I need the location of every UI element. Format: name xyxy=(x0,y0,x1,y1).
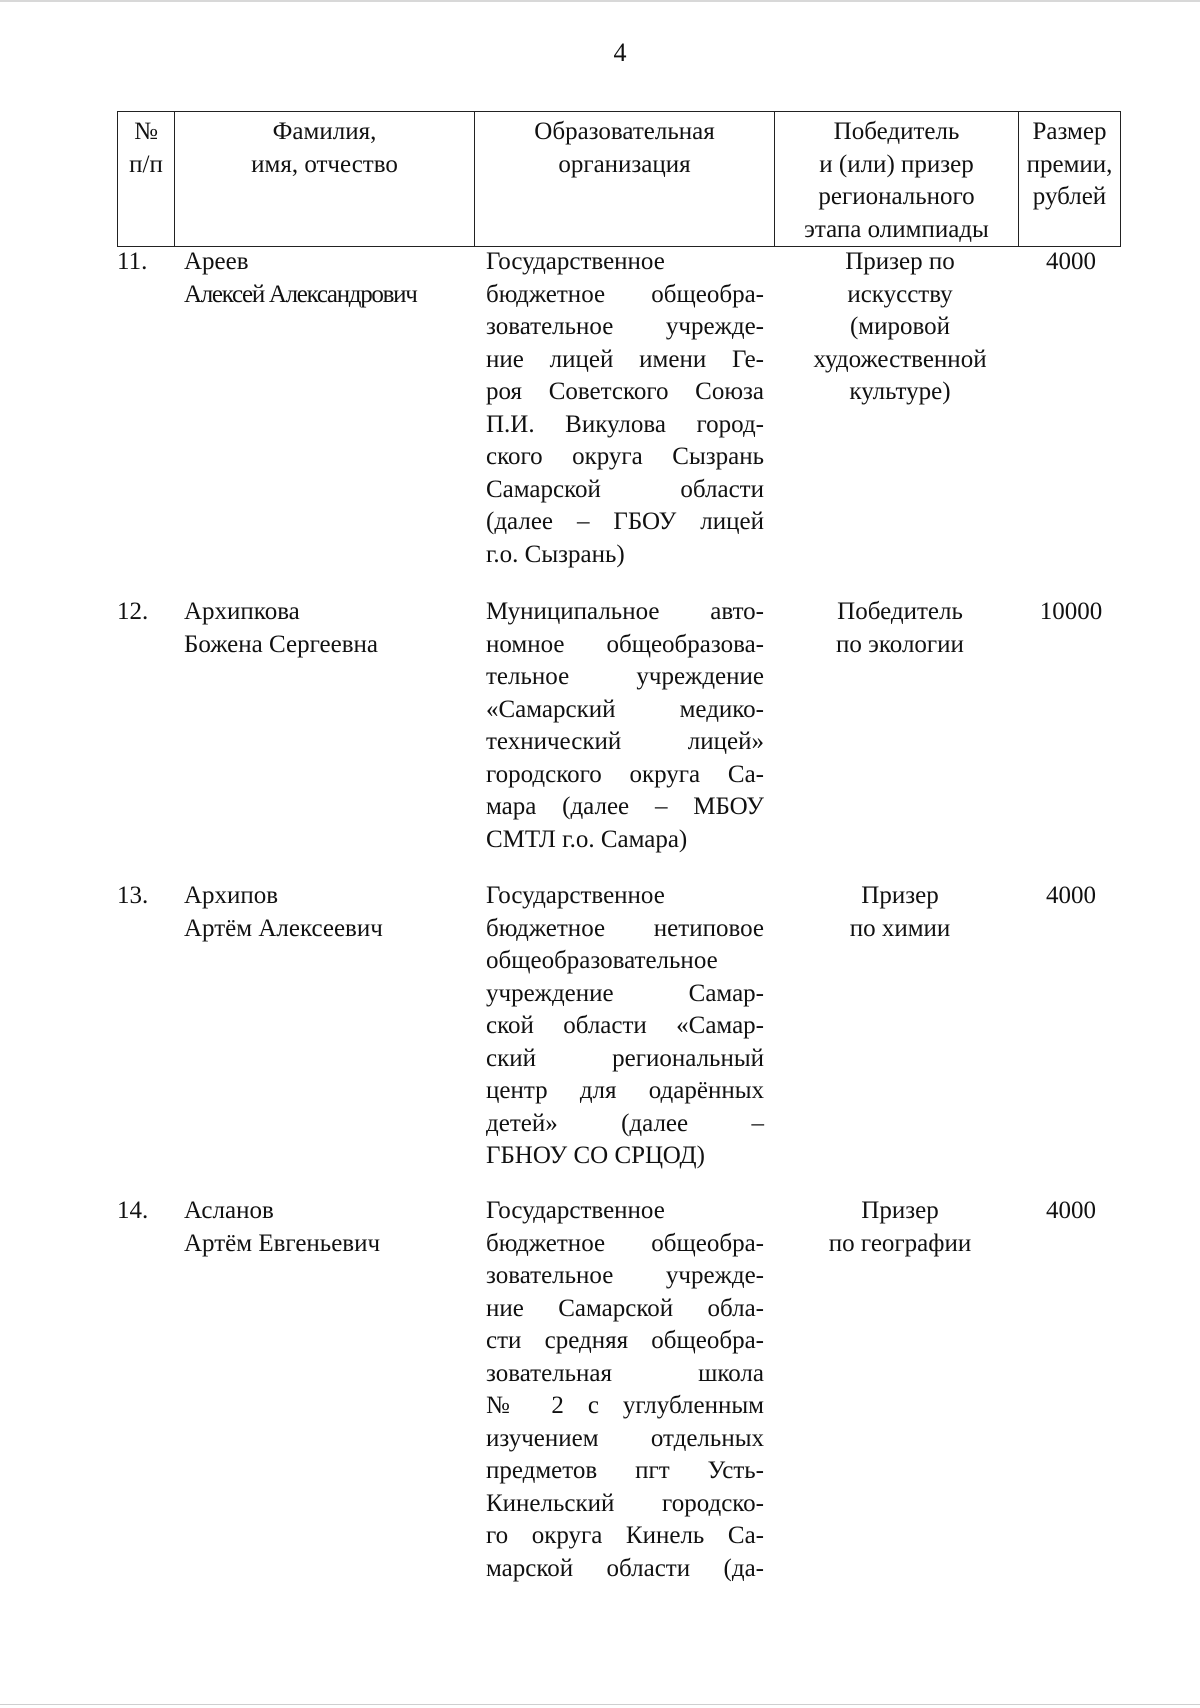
org-line: Самарской области xyxy=(486,475,764,503)
award xyxy=(780,880,1020,945)
org-line: Государственное xyxy=(486,248,665,275)
surname: Асланов xyxy=(184,1197,274,1224)
org-line: мара (далее – МБОУ xyxy=(486,793,764,820)
full-name xyxy=(184,1195,474,1260)
award xyxy=(780,596,1020,661)
organization xyxy=(486,880,764,1173)
page-number: 4 xyxy=(613,38,627,67)
award xyxy=(780,246,1020,409)
header-name-line: Фамилия, xyxy=(272,118,377,145)
header-name-line: имя, отчество xyxy=(251,150,398,178)
header-org-line: Образовательная xyxy=(534,118,715,145)
award-line: культуре) xyxy=(849,378,951,405)
row-number: 13. xyxy=(117,882,149,909)
org-line: учреждение Самар- xyxy=(486,979,764,1007)
award-line: Победитель xyxy=(837,598,963,625)
org-line: предметов пгт Усть- xyxy=(486,1457,764,1484)
award-line: по географии xyxy=(828,1229,972,1257)
org-line: зовательное учрежде- xyxy=(486,1262,764,1289)
header-org-line: организация xyxy=(558,150,691,178)
org-line: Государственное xyxy=(486,1197,665,1224)
surname: Архипов xyxy=(184,882,279,909)
organization xyxy=(486,596,764,856)
org-line: го округа Кинель Са- xyxy=(486,1522,764,1549)
org-line: СМТЛ г.о. Самара) xyxy=(486,825,688,853)
org-line: Государственное xyxy=(486,882,665,909)
org-line: Кинельский городско- xyxy=(486,1489,764,1517)
award-line: Призер xyxy=(861,1197,939,1224)
award-line: по химии xyxy=(849,914,951,942)
award-line: художественной xyxy=(813,345,987,373)
header-prize-line: Размер xyxy=(1032,118,1107,145)
award-line: Призер xyxy=(861,882,939,909)
table-header xyxy=(117,111,1121,247)
org-line: общеобразовательное xyxy=(486,947,718,974)
org-line: П.И. Викулова город- xyxy=(486,410,764,438)
scan-edge-top xyxy=(0,0,1200,2)
org-line: г.о. Сызрань) xyxy=(486,540,625,568)
org-line: центр для одарённых xyxy=(486,1077,764,1104)
row-number: 12. xyxy=(117,598,149,625)
full-name xyxy=(184,880,474,945)
org-line: роя Советского Союза xyxy=(486,378,764,405)
given-names: Алексей Александрович xyxy=(184,280,417,308)
org-line: ние лицей имени Ге- xyxy=(486,345,764,373)
prize-amount: 10000 xyxy=(1039,598,1103,625)
header-award-line: регионального xyxy=(818,183,975,210)
header-award xyxy=(775,112,1019,247)
award-line: (мировой xyxy=(849,313,951,340)
given-names: Артём Алексеевич xyxy=(184,914,383,942)
org-line: изучением отдельных xyxy=(486,1424,764,1452)
org-line: тельное учреждение xyxy=(486,663,764,690)
org-line: марской области (да- xyxy=(486,1554,764,1582)
header-org xyxy=(475,112,775,247)
award-line: Призер по xyxy=(845,248,955,275)
prize-amount: 4000 xyxy=(1046,882,1096,909)
organization xyxy=(486,1195,764,1585)
org-line: Муниципальное авто- xyxy=(486,598,764,625)
org-line: бюджетное общеобра- xyxy=(486,1229,764,1257)
award-line: искусству xyxy=(847,280,953,308)
full-name xyxy=(184,596,474,661)
row-number: 11. xyxy=(117,248,148,275)
header-award-line: этапа олимпиады xyxy=(804,215,989,243)
org-line: ние Самарской обла- xyxy=(486,1294,764,1322)
org-line: ский региональный xyxy=(486,1044,764,1072)
org-line: бюджетное общеобра- xyxy=(486,280,764,308)
header-num xyxy=(118,112,175,247)
organization xyxy=(486,246,764,571)
org-line: бюджетное нетиповое xyxy=(486,914,764,942)
org-line: «Самарский медико- xyxy=(486,695,764,723)
org-line: номное общеобразова- xyxy=(486,630,764,658)
org-line: детей» (далее – xyxy=(486,1109,764,1137)
org-line: ской области «Самар- xyxy=(486,1012,764,1039)
surname: Ареев xyxy=(184,248,249,275)
award xyxy=(780,1195,1020,1260)
header-award-line: и (или) призер xyxy=(819,150,974,178)
scan-edge-bottom xyxy=(0,1704,1200,1705)
award-line: по экологии xyxy=(836,630,964,658)
full-name xyxy=(184,246,474,311)
org-line: (далее – ГБОУ лицей xyxy=(486,508,764,535)
header-prize-line: рублей xyxy=(1032,183,1107,210)
header-num-line: № xyxy=(134,118,158,145)
given-names: Божена Сергеевна xyxy=(184,630,378,658)
header-row xyxy=(118,112,1121,247)
header-prize-line: премии, xyxy=(1026,150,1113,178)
prize-amount: 4000 xyxy=(1046,1197,1096,1224)
surname: Архипкова xyxy=(184,598,300,625)
header-prize xyxy=(1019,112,1121,247)
org-line: сти средняя общеобра- xyxy=(486,1327,764,1354)
given-names: Артём Евгеньевич xyxy=(184,1229,381,1257)
org-line: ГБНОУ СО СРЦОД) xyxy=(486,1142,705,1169)
org-line: зовательная школа xyxy=(486,1359,764,1387)
org-line: городского округа Са- xyxy=(486,760,764,788)
prize-amount: 4000 xyxy=(1046,248,1096,275)
header-award-line: Победитель xyxy=(833,118,960,145)
header-num-line: п/п xyxy=(129,150,163,178)
org-line: ского округа Сызрань xyxy=(486,443,764,470)
org-line: технический лицей» xyxy=(486,728,764,755)
header-name xyxy=(175,112,475,247)
org-line: зовательное учрежде- xyxy=(486,313,764,340)
row-number: 14. xyxy=(117,1197,149,1224)
org-line: № 2 с углубленным xyxy=(486,1392,764,1419)
